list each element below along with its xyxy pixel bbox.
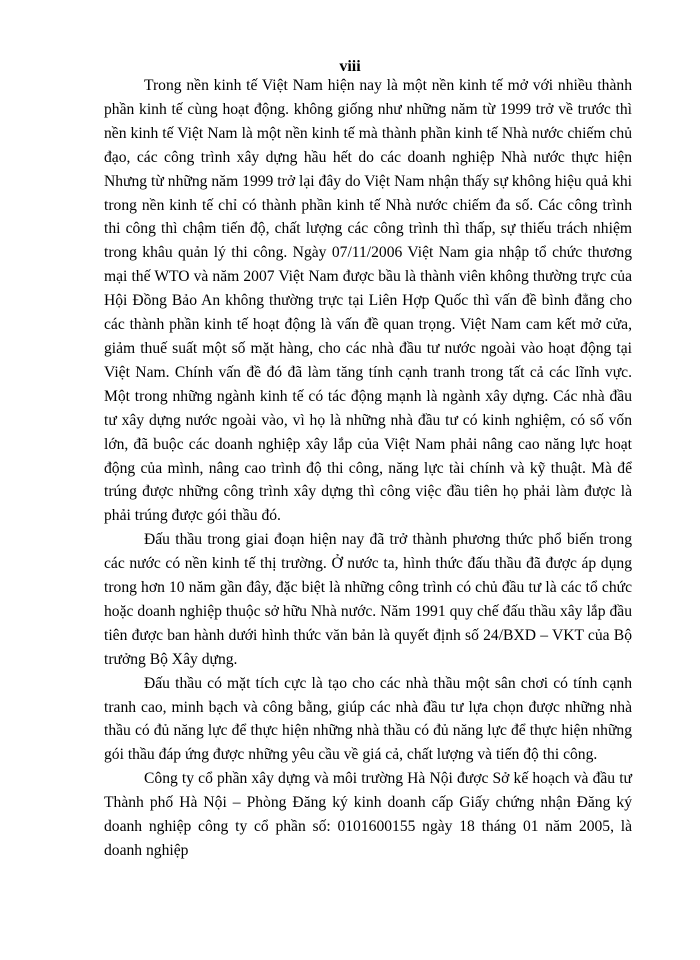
page-number: viii <box>339 58 361 75</box>
paragraph-bidding-benefits: Đấu thầu có mặt tích cực là tạo cho các nhà thầu một sân chơi có tính cạnh tranh cao, minh bạch và công bằng, giúp các nhà đầu tư lựa chọn được những nhà thầu có đủ năng lực để thực hiện những nhà thầu có đủ năng lực để thực hiện những gói thầu đáp ứng được những yêu cầu về giá cả, chất lượng và tiến độ thi công. <box>104 674 632 764</box>
body-text <box>104 74 632 863</box>
paragraph-bidding-history: Đấu thầu trong giai đoạn hiện nay đã trở thành phương thức phổ biến trong các nước có nền kinh tế thị trường. Ở nước ta, hình thức đấu thầu đã được áp dụng trong hơn 10 năm gần đây, đặc biệt là những công trình có chủ đầu tư là các tổ chức hoặc doanh nghiệp thuộc sở hữu Nhà nước. Năm 1991 quy chế đấu thầu xây lắp đầu tiên được ban hành dưới hình thức văn bản là quyết định số 24/BXD – VKT của Bộ trưởng Bộ Xây dựng. <box>104 531 632 668</box>
paragraph-company-intro: Công ty cổ phần xây dựng và môi trường Hà Nội được Sở kế hoạch và đầu tư Thành phố Hà Nội – Phòng Đăng ký kinh doanh cấp Giấy chứng nhận Đăng ký doanh nghiệp công ty cổ phần số: 0101600155 ngày 18 tháng 01 năm 2005, là doanh nghiệp <box>104 770 632 859</box>
paragraph-economy-context: Trong nền kinh tế Việt Nam hiện nay là một nền kinh tế mở với nhiều thành phần kinh tế cùng hoạt động. không giống như những năm từ 1999 trở về trước thì nền kinh tế Việt Nam là một nền kinh tế mà thành phần kinh tế Nhà nước chiếm chủ đạo, các công trình xây dựng hầu hết do các doanh nghiệp Nhà nước thực hiện Nhưng từ những năm 1999 trở lại đây do Việt Nam nhận thấy sự không hiệu quả khi trong nền kinh tế chỉ có thành phần kinh tế Nhà nước chiếm đa số. Các công trình thi công thì chậm tiến độ, chất lượng các công trình thì thấp, sự thiếu trách nhiệm trong khâu quản lý thi công. Ngày 07/11/2006 Việt Nam gia nhập tổ chức thương mại thế WTO và năm 2007 Việt Nam được bầu là thành viên không thường trực của Hội Đồng Bảo An không thường trực tại Liên Hợp Quốc thì vấn đề bình đẳng cho các thành phần kinh tế hoạt động là vấn đề quan trọng. Việt Nam cam kết mở cửa, giảm thuế suất một số mặt hàng, cho các nhà đầu tư nước ngoài vào hoạt động tại Việt Nam. Chính vấn đề đó đã làm tăng tính cạnh tranh trong tất cả các lĩnh vực. Một trong những ngành kinh tế có tác động mạnh là ngành xây dựng. Các nhà đầu tư xây dựng nước ngoài vào, vì họ là những nhà đầu tư có kinh nghiệm, có số vốn lớn, đã buộc các doanh nghiệp xây lắp của Việt Nam phải nâng cao năng lực hoạt động của mình, nâng cao trình độ thi công, năng lực tài chính và kỹ thuật. Mà để trúng được những công trình xây dựng thì công việc đầu tiên họ phải làm được là phải trúng được gói thầu đó. <box>104 77 632 525</box>
